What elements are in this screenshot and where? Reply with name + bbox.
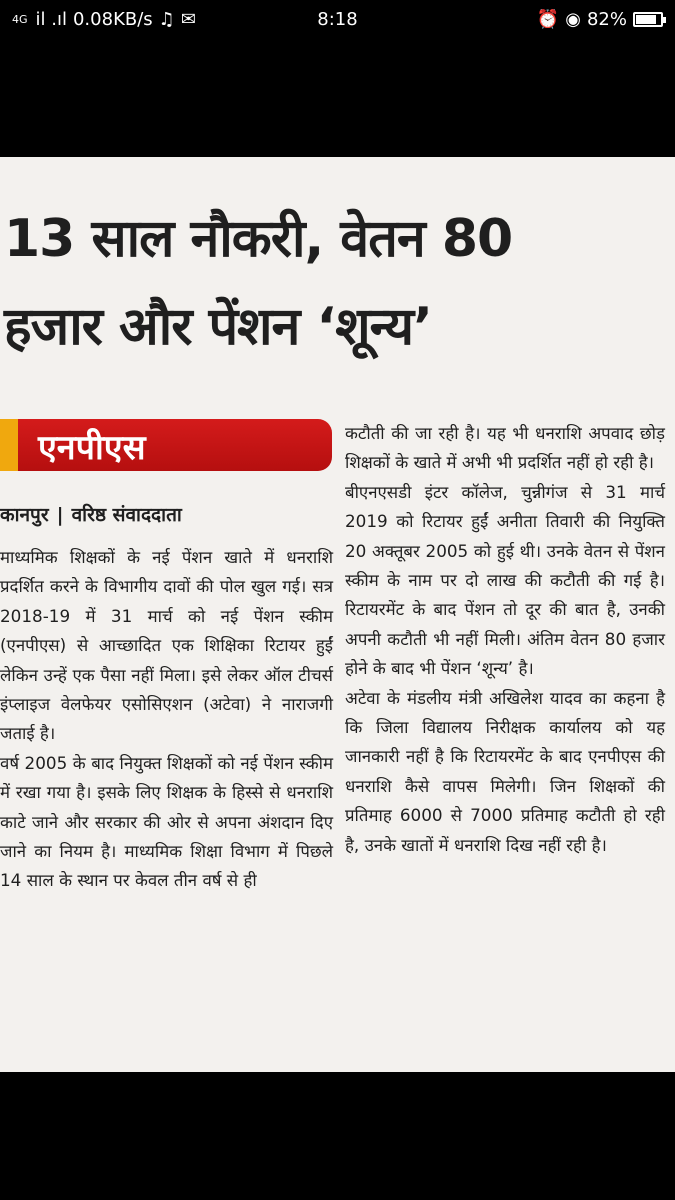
eye-icon: ◉ [565, 8, 581, 30]
battery-icon [633, 12, 663, 27]
article-column-right: कटौती की जा रही है। यह भी धनराशि अपवाद छोड़ शिक्षकों के खाते में अभी भी प्रदर्शित नहीं हो रही है। बीएनएसडी इंटर कॉलेज, चुन्नीगंज से 31 मार्च 2019 को रिटायर हुईं अनीता तिवारी की नियुक्ति 20 अक्तूबर 2005 को हुई थी। उनके वेतन से पेंशन स्कीम के नाम पर दो लाख की कटौती की गई है। रिटायरमेंट के बाद पेंशन तो दूर की बात है, उनकी अपनी कटौती भी नहीं मिली। अंतिम वेतन 80 हजार होने के बाद भी पेंशन ‘शून्य’ है। अटेवा के मंडलीय मंत्री अखिलेश यादव का कहना है कि जिला विद्यालय निरीक्षक कार्यालय को यह जानकारी नहीं है कि रिटायरमेंट के बाद एनपीएस की धनराशि कैसे वापस मिलेगी। जिन शिक्षकों की प्रतिमाह 6000 से 7000 प्रतिमाह कटौती हो रही है, उनके खातों में धनराशि दिख नहीं रही है। [345, 423, 665, 855]
byline [0, 501, 182, 527]
clock: 8:18 [317, 8, 358, 30]
network-speed: 0.08KB/s [72, 8, 153, 30]
tag-label: एनपीएस [38, 428, 146, 468]
headline-line-1: 13 साल नौकरी, वेतन 80 [4, 209, 513, 269]
signal-icon: il .ıl [35, 8, 67, 30]
mail-icon: ✉ [180, 8, 196, 30]
byline-place: कानपुर [0, 504, 49, 526]
byline-author: वरिष्ठ संवाददाता [71, 504, 182, 526]
network-type: 4G [12, 12, 28, 26]
section-tag [0, 419, 332, 471]
viewer-background [0, 1072, 675, 1200]
alarm-icon: ⏰ [536, 8, 560, 30]
status-left [12, 9, 196, 30]
headline [4, 195, 669, 371]
newspaper-clipping[interactable] [0, 157, 675, 1072]
battery-percent: 82% [586, 8, 627, 30]
article-column-left: माध्यमिक शिक्षकों के नई पेंशन खाते में धनराशि प्रदर्शित करने के विभागीय दावों की पोल खुल गई। सत्र 2018-19 में 31 मार्च को नई पेंशन स्कीम (एनपीएस) से आच्छादित एक शिक्षिका रिटायर हुईं लेकिन उन्हें एक पैसा नहीं मिला। इसे लेकर ऑल टीचर्स इंप्लाइज वेलफेयर एसोसिएशन (अटेवा) ने नाराजगी जताई है। वर्ष 2005 के बाद नियुक्त शिक्षकों को नई पेंशन स्कीम में रखा गया है। इसके लिए शिक्षक के हिस्से से धनराशि काटे जाने और सरकार की ओर से अपना अंशदान दिए जाने का नियम है। माध्यमिक शिक्षा विभाग में पिछले 14 साल के स्थान पर केवल तीन वर्ष से ही [0, 547, 333, 891]
tag-accent-bar [0, 419, 18, 471]
byline-separator: | [56, 504, 64, 526]
status-bar [0, 0, 675, 38]
status-right [537, 9, 663, 30]
headline-line-2: हजार और पेंशन ‘शून्य’ [4, 297, 432, 357]
battery-level [636, 15, 656, 24]
music-icon: ♫ [158, 8, 175, 30]
